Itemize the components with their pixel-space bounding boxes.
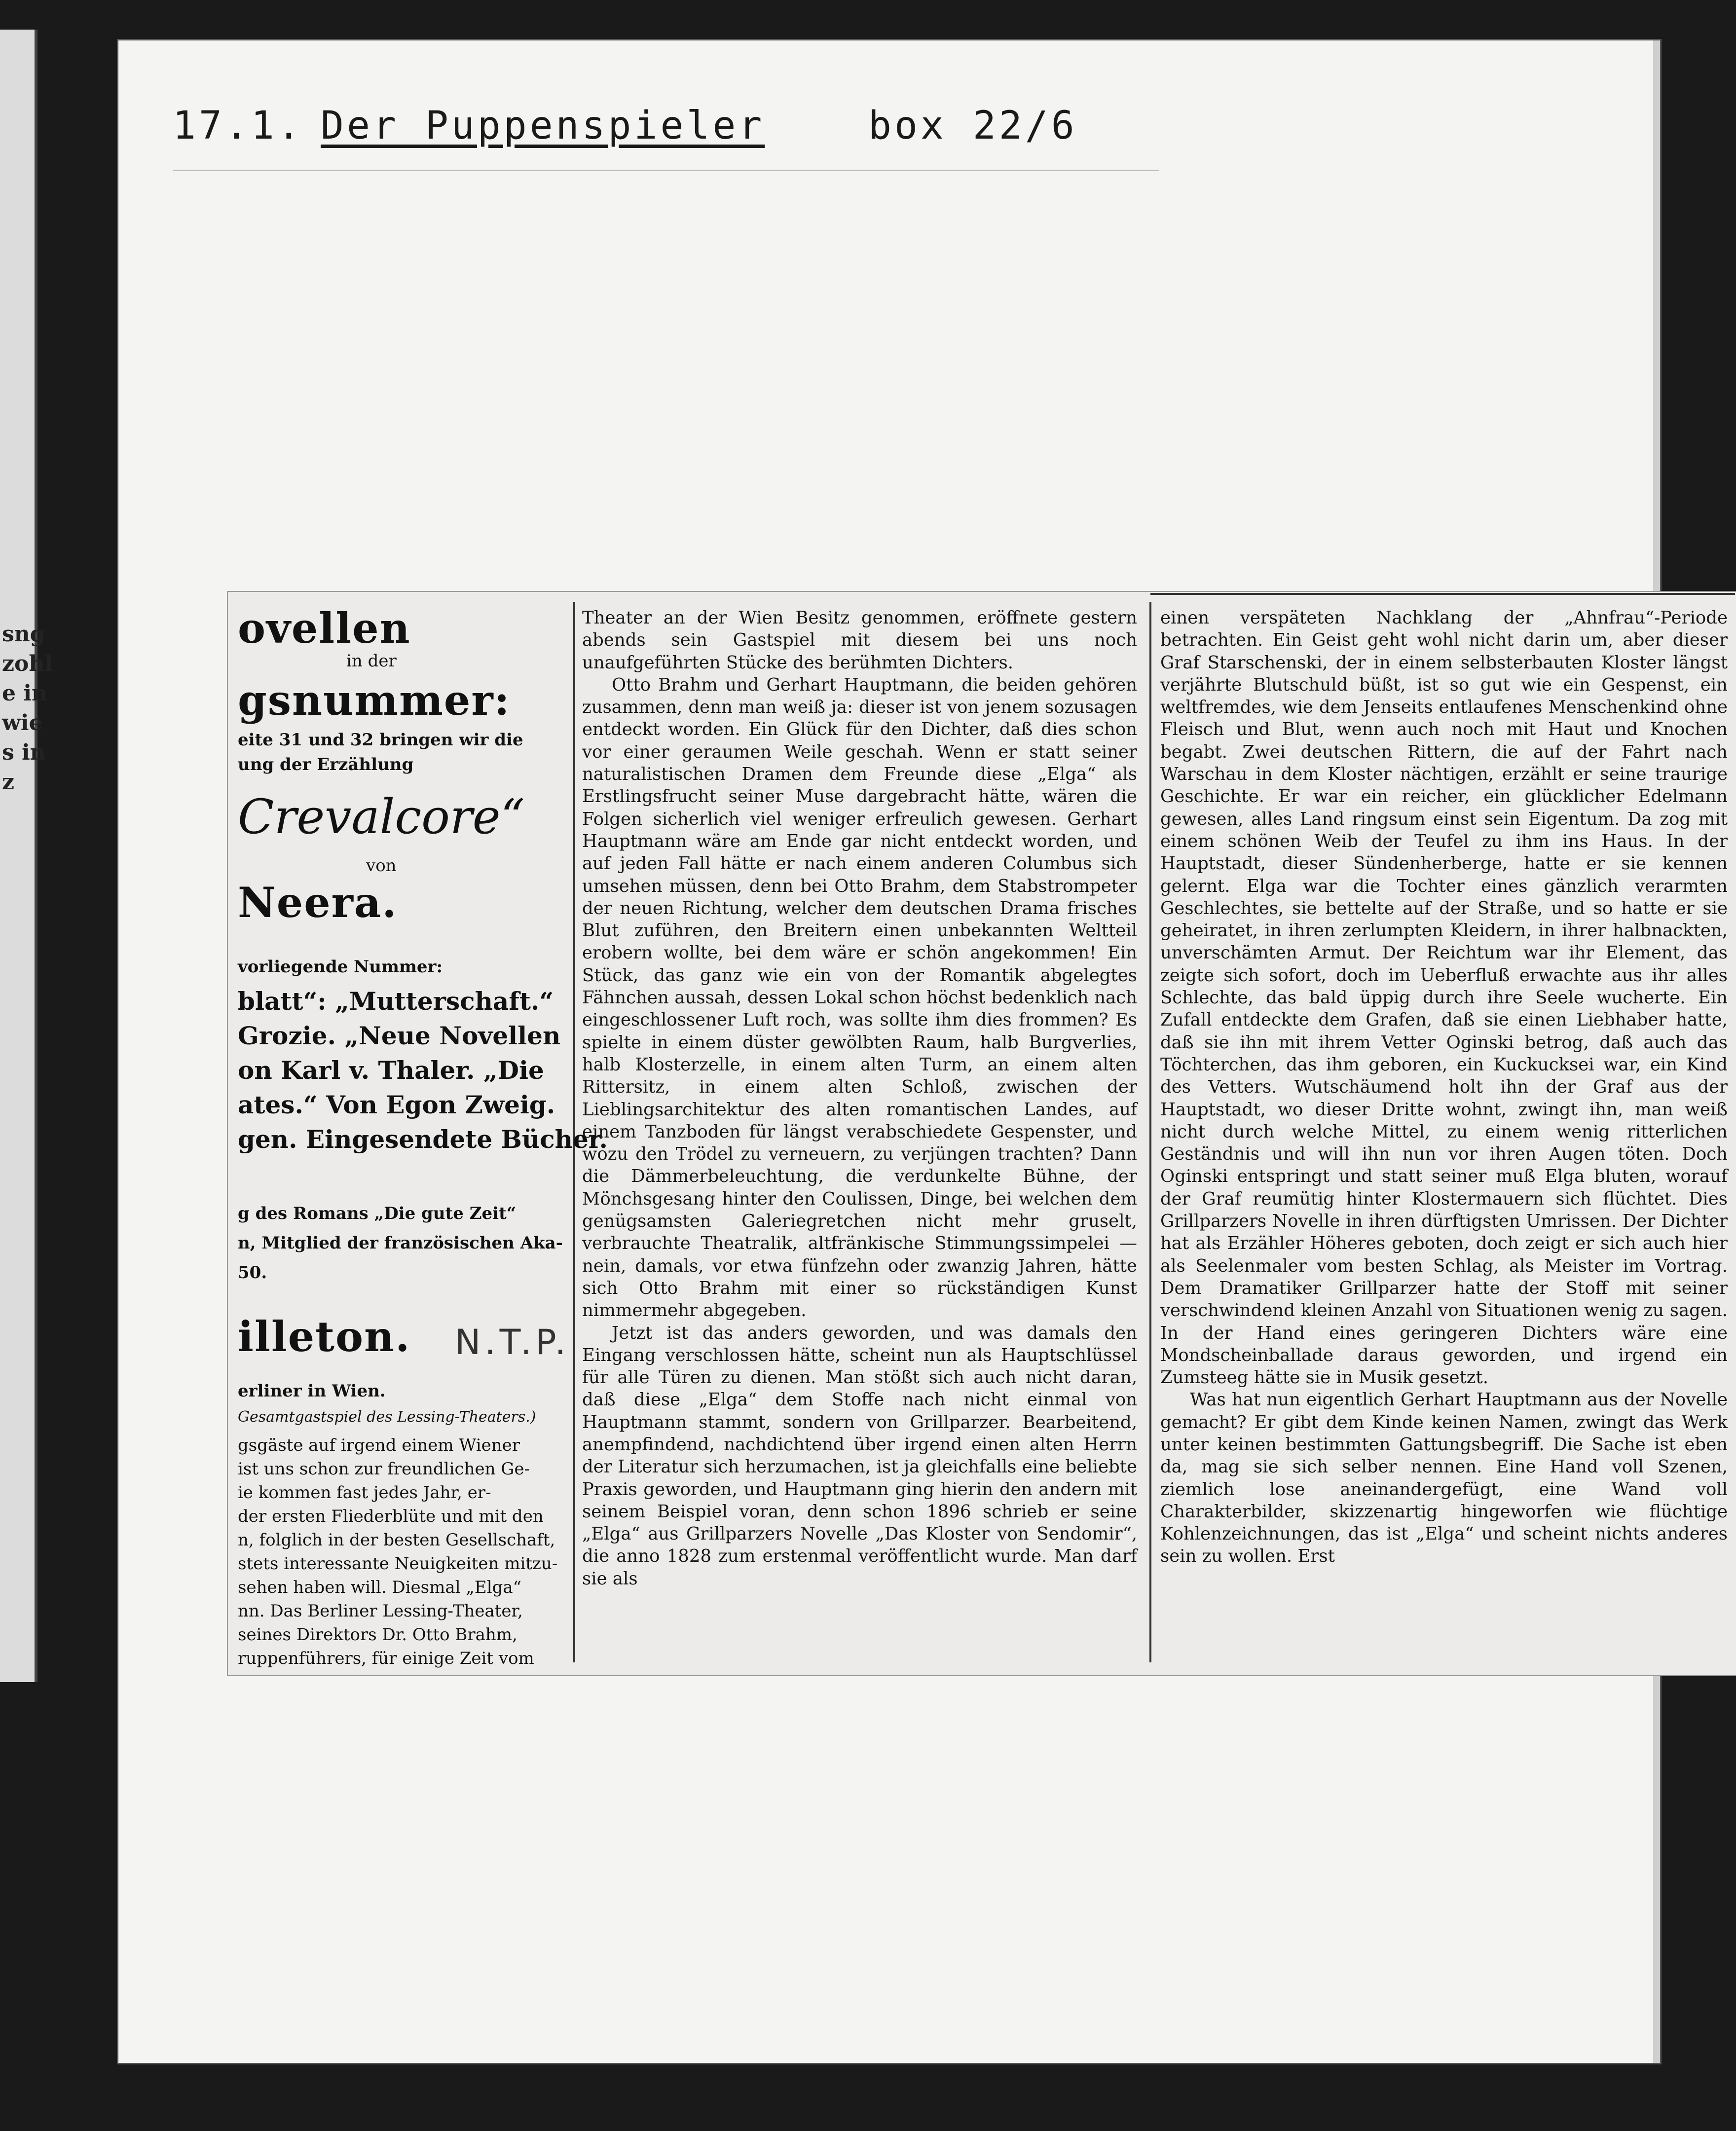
article-paragraph: Jetzt ist das anders geworden, und was damals den Eingang verschlossen hätte, scheint nun als Hauptschlüssel für alle Türen zu dienen. Man stößt sich auch nicht daran, daß diese „Elga“ dem Stoffe nach nicht einmal von Hauptmann stammt, sondern von Grillparzer. Bearbeitend, anempfindend, nachdichtend über irgend einen alten Herrn der Literatur sich herzumachen, ist ja gleichfalls eine beliebte Praxis geworden, und Hauptmann ging hierin den andern mit seinem Beispiel voran, denn schon 1896 schrieb er seine „Elga“ aus Grillparzers Novelle „Das Kloster von Sendomir“, die anno 1828 zum erstenmal veröffentlicht wurde. Man darf sie als [582, 1323, 1137, 1589]
notice-text: g des Romans „Die gute Zeit“ [238, 1204, 517, 1223]
header-rule [173, 170, 1159, 171]
article-line: ie kommen fast jedes Jahr, er- [238, 1483, 491, 1503]
article-line: nn. Das Berliner Lessing-Theater, [238, 1601, 523, 1621]
article-paragraph: Was hat nun eigentlich Gerhart Hauptmann aus der Novelle gemacht? Er gibt dem Kinde keinen Namen, zwingt das Werk unter keinen bestimmten Gattungsbegriff. Die Sache ist eben da, mag sie sich selber nennen. Eine Hand voll Szenen, ziemlich lose aneinandergefügt, eine Wand voll Charakterbilder, skizzenartig hingeworfen wie flüchtige Kohlenzeichnungen, das ist „Elga“ und scheint nichts anderes sein zu wollen. Erst [1160, 1390, 1728, 1567]
fragment-line: zohl [2, 651, 53, 676]
article-heading: erliner in Wien. [238, 1381, 386, 1401]
column-rule [1149, 602, 1151, 1662]
article-line: stets interessante Neuigkeiten mitzu- [238, 1554, 558, 1574]
article-line: sehen haben will. Diesmal „Elga“ [238, 1578, 522, 1597]
article-line: seines Direktors Dr. Otto Brahm, [238, 1625, 517, 1645]
section-heading: illeton. [238, 1312, 411, 1361]
article-paragraph: Theater an der Wien Besitz genommen, eröffnete gestern abends sein Gastspiel mit diesem bei uns noch unaufgeführten Stücke des berühmten Dichters. [582, 608, 1137, 673]
article-line: ruppenführers, für einige Zeit vom [238, 1649, 534, 1668]
notice-text: eite 31 und 32 bringen wir die [238, 730, 523, 750]
fragment-line: s in [2, 740, 46, 765]
fragment-line: sng [2, 622, 45, 647]
article-line: gsgäste auf irgend einem Wiener [238, 1435, 520, 1455]
contents-line: Grozie. „Neue Novellen [238, 1021, 561, 1050]
author-name: Neera. [238, 878, 398, 927]
article-subheading: Gesamtgastspiel des Lessing-Theaters.) [238, 1408, 536, 1426]
story-title: Crevalcore“ [238, 789, 525, 845]
article-paragraph: Otto Brahm und Gerhart Hauptmann, die beiden gehören zusammen, denn man weiß ja: dieser ist von jenem sozusagen entdeckt worden. Ein Glück für den Dichter, daß dies schon vor einer geraumen Weile geschah. Wenn er statt seiner naturalistischen Dramen dem Freunde diese „Elga“ als Erstlingsfrucht seiner Muse dargebracht hätte, wären die Folgen sicherlich viel weniger erfreulich gewesen. Gerhart Hauptmann wäre am Ende gar nicht entdeckt worden, und auf jeden Fall hätte er nach einem anderen Columbus sich umsehen müssen, denn bei Otto Brahm, dem Stabstrompeter der neuen Richtung, welcher dem deutschen Drama frisches Blut zuführen, den Breitern einen unbekannten Weltteil erobern wollte, bei dem wäre er schön angekommen! Ein Stück, das ganz wie ein von der Romantik abgelegtes Fähnchen aussah, dessen Lokal schon höchst bedenklich nach eingeschlossener Luft roch, was sollte ihm dies frommen? Es spielte in einem düster gewölbten Raum, halb Burgverlies, halb Klosterzelle, in einem alten Turm, an einem alten Rittersitz, in einem alten Schloß, zwischen der Lieblingsarchitektur des alten romantischen Landes, auf einem Tanzboden für längst verabschiedete Gespenster, und wozu den Trödel zu verneuern, zu verjüngen trachten? Dann die Dämmerbeleuchtung, die verdunkelte Bühne, der Mönchsgesang hinter den Coulissen, Dinge, bei welchen dem genügsamsten Galeriegretchen nicht mehr gruselt, verbrauchte Theatralik, altfränkische Stimmungssimpelei — nein, damals, vor etwa fünfzehn oder zwanzig Jahren, hätte sich Otto Brahm mit einer so rückständigen Kunst nimmermehr abgegeben. [582, 674, 1137, 1321]
clipping-right-column [1160, 607, 1728, 1662]
handwritten-annotation: N.T.P. [455, 1322, 570, 1362]
play-title: Der Puppenspieler [321, 104, 765, 148]
article-line: der ersten Fliederblüte und mit den [238, 1506, 544, 1526]
fragment-line: z [2, 770, 14, 795]
heading-text: in der [346, 651, 397, 671]
contents-line: on Karl v. Thaler. „Die [238, 1056, 544, 1085]
heading-text: gsnummer: [238, 676, 511, 725]
notice-text: ung der Erzählung [238, 755, 414, 774]
notice-text: 50. [238, 1263, 267, 1283]
clipping-top-rule [1150, 593, 1735, 595]
fragment-line: wie [2, 710, 43, 735]
signature-label: 17.1. [173, 104, 303, 148]
box-label: box 22/6 [868, 104, 1077, 148]
adjacent-page-fragment [0, 30, 53, 1682]
newspaper-clipping [228, 592, 1736, 1675]
contents-line: gen. Eingesendete Bücher. [238, 1125, 608, 1154]
archive-header [173, 104, 1159, 163]
archive-sheet [118, 40, 1728, 2063]
clipping-middle-column [582, 607, 1137, 1662]
notice-text: n, Mitglied der französischen Aka- [238, 1233, 563, 1253]
notice-text: vorliegende Nummer: [238, 957, 443, 977]
contents-line: ates.“ Von Egon Zweig. [238, 1090, 555, 1119]
notice-text: von [366, 856, 397, 876]
article-paragraph: einen verspäteten Nachklang der „Ahnfrau“-Periode betrachten. Ein Geist geht wohl nicht darin um, aber dieser Graf Starschenski, der in einem selbsterbauten Kloster längst verjährte Blutschuld büßt, ist so gut wie ein Gespenst, ein weltfremdes, wie dem Jenseits entlaufenes Menschenkind ohne Fleisch und Blut, wenn auch noch mit Haut und Knochen begabt. Zwei deutschen Rittern, die auf der Fahrt nach Warschau in dem Kloster nächtigen, erzählt er seine traurige Geschichte. Er war ein reicher, ein glücklicher Edelmann gewesen, alles Land ringsum einst sein Eigentum. Da zog mit einem schönen Weib der Teufel zu ihm ins Haus. In der Hauptstadt, dieser Sündenherberge, hatte er sie kennen gelernt. Elga war die Tochter eines gänzlich verarmten Geschlechtes, sie bettelte auf der Straße, und so hatte er sie geheiratet, in ihren zerlumpten Kleidern, in ihrer halbnackten, unverschämten Armut. Der Reichtum war ihr Element, das zeigte sich sofort, doch im Ueberfluß erwachte aus ihr alles Schlechte, das bald üppig durch ihre Seele wucherte. Ein Zufall entdeckte dem Grafen, daß sie einen Liebhaber hatte, daß sie ihn mit ihrem Vetter Oginski betrog, daß auch das Töchterchen, das ihm geboren, ein Kuckucksei war, ein Kind des Vetters. Wutschäumend holt ihn der Graf aus der Hauptstadt, wo dieser Dritte wohnt, zwingt ihn, man weiß nicht durch welche Mittel, zu einem wenig ritterlichen Geständnis und will ihn nun vor ihren Augen töten. Doch Oginski entspringt und statt seiner muß Elga bluten, worauf der Graf reumütig hinter Klostermauern sich flüchtet. Dies Grillparzers Novelle in ihren dürftigsten Umrissen. Der Dichter hat als Erzähler Höheres geboten, doch zeigt er sich auch hier als Seelenmaler vom besten Schlag, als Meister im Vortrag. Dem Dramatiker Grillparzer hatte der Stoff mit seiner verschwindend kleinen Anzahl von Situationen wenig zu sagen. In der Hand eines geringeren Dichters wäre eine Mondscheinballade daraus geworden, und irgend ein Zumsteeg hätte sie in Musik gesetzt. [1160, 608, 1728, 1388]
heading-text: ovellen [238, 604, 411, 653]
article-line: n, folglich in der besten Gesellschaft, [238, 1530, 555, 1550]
fragment-line: e in [2, 681, 48, 706]
clipping-left-column [228, 592, 608, 1675]
article-line: ist uns schon zur freundlichen Ge- [238, 1459, 530, 1479]
contents-line: blatt“: „Mutterschaft.“ [238, 987, 554, 1016]
